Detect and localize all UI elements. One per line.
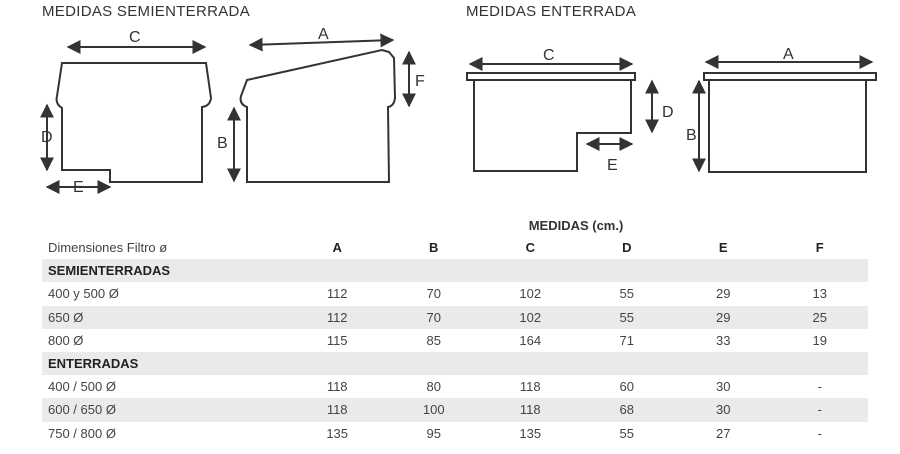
cell-d: 55 — [619, 286, 635, 302]
section-title-semienterrada: MEDIDAS SEMIENTERRADA — [42, 3, 250, 20]
col-header-c: C — [525, 240, 535, 256]
dim-label-header: Dimensiones Filtro ø — [48, 240, 168, 256]
label-b-semi: B — [217, 135, 228, 152]
cell-e: 30 — [675, 398, 771, 421]
semi-side-view — [234, 40, 409, 182]
group-row-semienterradas — [42, 259, 868, 282]
ent-side-lid — [704, 73, 876, 80]
label-d-ent: D — [662, 104, 674, 121]
row-label: 650 Ø — [42, 306, 289, 329]
cell-b: 70 — [426, 286, 441, 302]
row-label: 800 Ø — [48, 332, 84, 348]
col-header-b: B — [429, 240, 439, 256]
ent-side-view — [699, 62, 876, 172]
cell-c: 164 — [519, 332, 542, 348]
label-d-semi: D — [41, 129, 53, 146]
group-label: ENTERRADAS — [42, 352, 868, 375]
table-row — [42, 329, 868, 352]
ent-front-view — [467, 64, 652, 171]
label-f-semi: F — [415, 73, 425, 90]
cell-f: - — [817, 379, 822, 395]
cell-d: 55 — [619, 425, 635, 441]
dimensions-table — [42, 236, 868, 445]
label-e-ent: E — [607, 157, 618, 174]
cell-e: 29 — [716, 286, 731, 302]
label-c-ent: C — [543, 47, 555, 64]
col-header-f: F — [815, 240, 824, 256]
cell-f: 25 — [771, 306, 868, 329]
cell-e: 29 — [675, 306, 771, 329]
cell-c: 118 — [482, 398, 579, 421]
cell-c: 118 — [519, 379, 541, 395]
cell-f: - — [817, 425, 822, 441]
table-row — [42, 306, 868, 329]
table-row — [42, 422, 868, 445]
cell-a: 112 — [289, 306, 386, 329]
group-label: SEMIENTERRADAS — [42, 259, 868, 282]
semi-front-outline — [57, 63, 211, 182]
cell-d: 60 — [619, 379, 635, 395]
cell-a: 135 — [326, 425, 349, 441]
col-header-a: A — [332, 240, 342, 256]
cell-b: 100 — [385, 398, 482, 421]
cell-a: 118 — [326, 379, 348, 395]
cell-b: 85 — [426, 332, 441, 348]
table-row — [42, 375, 868, 398]
cell-e: 30 — [716, 379, 731, 395]
cell-b: 70 — [385, 306, 482, 329]
label-b-ent: B — [686, 127, 697, 144]
dimension-diagrams — [0, 0, 900, 215]
section-title-enterrada: MEDIDAS ENTERRADA — [466, 3, 637, 20]
label-a-ent: A — [783, 46, 794, 63]
cell-f: 19 — [812, 332, 827, 348]
ent-front-lid — [467, 73, 635, 80]
cell-e: 33 — [716, 332, 731, 348]
cell-c: 102 — [519, 286, 542, 302]
ent-side-body — [709, 80, 866, 172]
row-label: 600 / 650 Ø — [42, 398, 289, 421]
table-header-row — [42, 236, 868, 259]
cell-a: 118 — [289, 398, 386, 421]
semi-side-outline — [241, 50, 395, 182]
row-label: 750 / 800 Ø — [48, 425, 116, 441]
label-a-semi: A — [318, 26, 329, 43]
group-row-enterradas — [42, 352, 868, 375]
col-header-d: D — [622, 240, 632, 256]
table-row — [42, 398, 868, 421]
cell-d: 55 — [579, 306, 675, 329]
measurements-title: MEDIDAS (cm.) — [528, 218, 624, 233]
cell-b: 95 — [426, 425, 441, 441]
cell-f: 13 — [812, 286, 827, 302]
col-header-e: E — [718, 240, 728, 256]
cell-b: 80 — [426, 379, 441, 395]
row-label: 400 y 500 Ø — [48, 286, 119, 302]
cell-c: 102 — [482, 306, 579, 329]
label-c-semi: C — [129, 29, 141, 46]
cell-e: 27 — [716, 425, 731, 441]
cell-d: 71 — [619, 332, 635, 348]
cell-a: 115 — [326, 332, 348, 348]
cell-a: 112 — [326, 286, 348, 302]
semi-front-view — [47, 47, 211, 187]
label-e-semi: E — [73, 179, 84, 196]
cell-c: 135 — [519, 425, 542, 441]
row-label: 400 / 500 Ø — [48, 379, 116, 395]
table-row — [42, 282, 868, 305]
cell-f: - — [771, 398, 868, 421]
cell-d: 68 — [579, 398, 675, 421]
